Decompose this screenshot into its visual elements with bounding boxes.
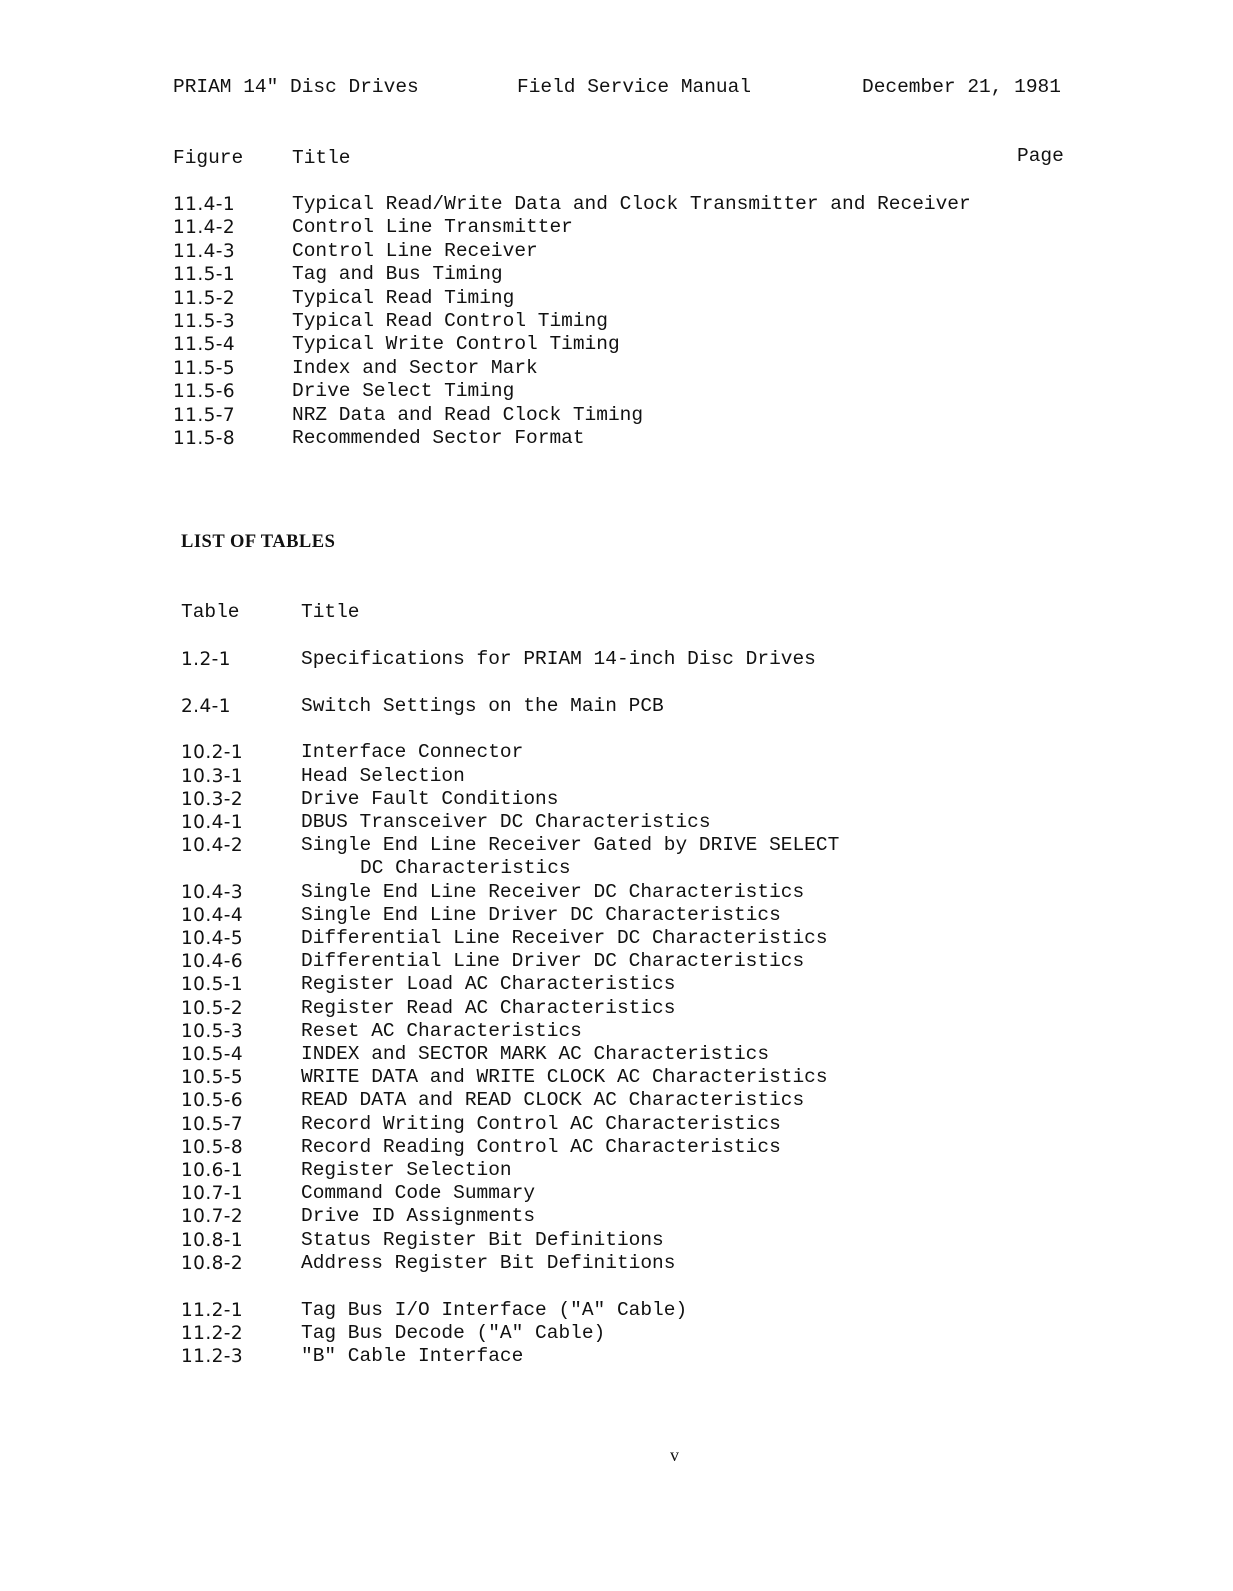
page-number: v	[670, 1445, 679, 1465]
table-number: 11.2-1	[181, 1299, 244, 1321]
table-title: Single End Line Receiver DC Characteristics	[301, 880, 805, 903]
table-number: 10.5-2	[181, 997, 244, 1019]
table-number: 10.7-1	[181, 1183, 244, 1205]
figure-number: 11.5-5	[173, 357, 236, 379]
table-number: 1.2-1	[181, 649, 231, 670]
table-title: Differential Line Driver DC Characteristics	[301, 950, 805, 973]
figure-title-heading: Title	[292, 147, 351, 169]
page-column-heading: Page	[1017, 145, 1064, 167]
table-number: 10.5-4	[181, 1044, 244, 1065]
table-number: 10.5-6	[181, 1090, 244, 1112]
table-number: 10.5-7	[181, 1113, 244, 1135]
figure-title: Typical Read/Write Data and Clock Transmitter and Receiver	[292, 193, 971, 215]
table-number: 10.4-6	[181, 951, 244, 973]
figure-title: Typical Read Control Timing	[292, 310, 608, 332]
table-number: 10.3-1	[181, 765, 244, 787]
table-title: Command Code Summary	[301, 1182, 536, 1205]
table-title-continuation: DC Characteristics	[360, 857, 571, 880]
table-column-heading: Table	[181, 601, 240, 623]
table-title: Single End Line Driver DC Characteristics	[301, 903, 781, 926]
table-title: Reset AC Characteristics	[301, 1019, 582, 1042]
figure-number: 11.5-8	[173, 428, 236, 449]
figure-number: 11.5-7	[173, 404, 236, 426]
figure-number: 11.5-3	[173, 311, 236, 332]
figure-number: 11.4-2	[173, 217, 236, 239]
table-number: 10.4-2	[181, 835, 244, 857]
table-title: "B" Cable Interface	[301, 1344, 524, 1367]
table-title: Interface Connector	[301, 741, 524, 764]
table-title: Head Selection	[301, 764, 465, 787]
table-number: 10.5-3	[181, 1020, 244, 1042]
table-title: Register Read AC Characteristics	[301, 996, 676, 1019]
table-number: 10.2-1	[181, 742, 244, 764]
table-number: 10.3-2	[181, 788, 244, 810]
table-title: Record Reading Control AC Characteristics	[301, 1135, 781, 1158]
table-title: DBUS Transceiver DC Characteristics	[301, 811, 711, 833]
table-number: 10.4-1	[181, 812, 244, 833]
figure-title: Tag and Bus Timing	[292, 263, 503, 286]
figure-title: Typical Write Control Timing	[292, 333, 620, 356]
table-number: 10.8-1	[181, 1229, 244, 1251]
figure-column-heading: Figure	[173, 147, 244, 169]
table-number: 10.6-1	[181, 1160, 244, 1181]
header-title: PRIAM 14" Disc Drives	[173, 76, 419, 98]
table-title: Differential Line Receiver DC Characteristics	[301, 927, 828, 949]
list-of-tables-heading: LIST OF TABLES	[181, 532, 336, 552]
figure-title: Recommended Sector Format	[292, 427, 585, 449]
table-title: Switch Settings on the Main PCB	[301, 694, 664, 717]
figure-title: Typical Read Timing	[292, 286, 515, 309]
table-title: Drive Fault Conditions	[301, 787, 559, 810]
figure-title: Control Line Transmitter	[292, 216, 573, 239]
table-number: 11.2-3	[181, 1345, 244, 1367]
figure-title: Drive Select Timing	[292, 380, 515, 403]
figure-number: 11.4-1	[173, 194, 236, 215]
table-number: 10.5-8	[181, 1136, 244, 1158]
table-title: Register Load AC Characteristics	[301, 973, 676, 996]
table-number: 10.4-5	[181, 928, 244, 949]
figure-number: 11.5-4	[173, 334, 236, 356]
table-title: INDEX and SECTOR MARK AC Characteristics	[301, 1043, 770, 1065]
figure-number: 11.4-3	[173, 240, 236, 262]
figure-title: NRZ Data and Read Clock Timing	[292, 403, 644, 426]
table-title: Tag Bus Decode ("A" Cable)	[301, 1321, 606, 1344]
header-manual: Field Service Manual	[517, 76, 752, 98]
header-date: December 21, 1981	[862, 76, 1061, 98]
table-number: 10.5-1	[181, 974, 244, 996]
figure-number: 11.5-1	[173, 264, 236, 286]
table-title: Drive ID Assignments	[301, 1205, 536, 1228]
table-title-heading: Title	[301, 601, 360, 623]
table-number: 10.4-3	[181, 881, 244, 903]
table-number: 10.5-5	[181, 1067, 244, 1089]
table-number: 10.8-2	[181, 1252, 244, 1274]
table-title: READ DATA and READ CLOCK AC Characteristics	[301, 1089, 805, 1112]
table-title: Record Writing Control AC Characteristics	[301, 1112, 781, 1135]
table-number: 10.4-4	[181, 904, 244, 926]
table-title: Address Register Bit Definitions	[301, 1251, 676, 1274]
table-title: WRITE DATA and WRITE CLOCK AC Characteristics	[301, 1066, 828, 1089]
table-title: Tag Bus I/O Interface ("A" Cable)	[301, 1298, 688, 1321]
table-number: 2.4-1	[181, 695, 231, 717]
table-title: Register Selection	[301, 1159, 512, 1181]
figure-title: Index and Sector Mark	[292, 356, 538, 379]
figure-number: 11.5-6	[173, 381, 236, 403]
table-title: Specifications for PRIAM 14-inch Disc Drives	[301, 648, 816, 670]
figure-title: Control Line Receiver	[292, 239, 538, 262]
table-title: Single End Line Receiver Gated by DRIVE SELECT	[301, 834, 840, 857]
table-number: 11.2-2	[181, 1322, 244, 1344]
figure-number: 11.5-2	[173, 287, 236, 309]
table-title: Status Register Bit Definitions	[301, 1228, 664, 1251]
table-number: 10.7-2	[181, 1206, 244, 1228]
